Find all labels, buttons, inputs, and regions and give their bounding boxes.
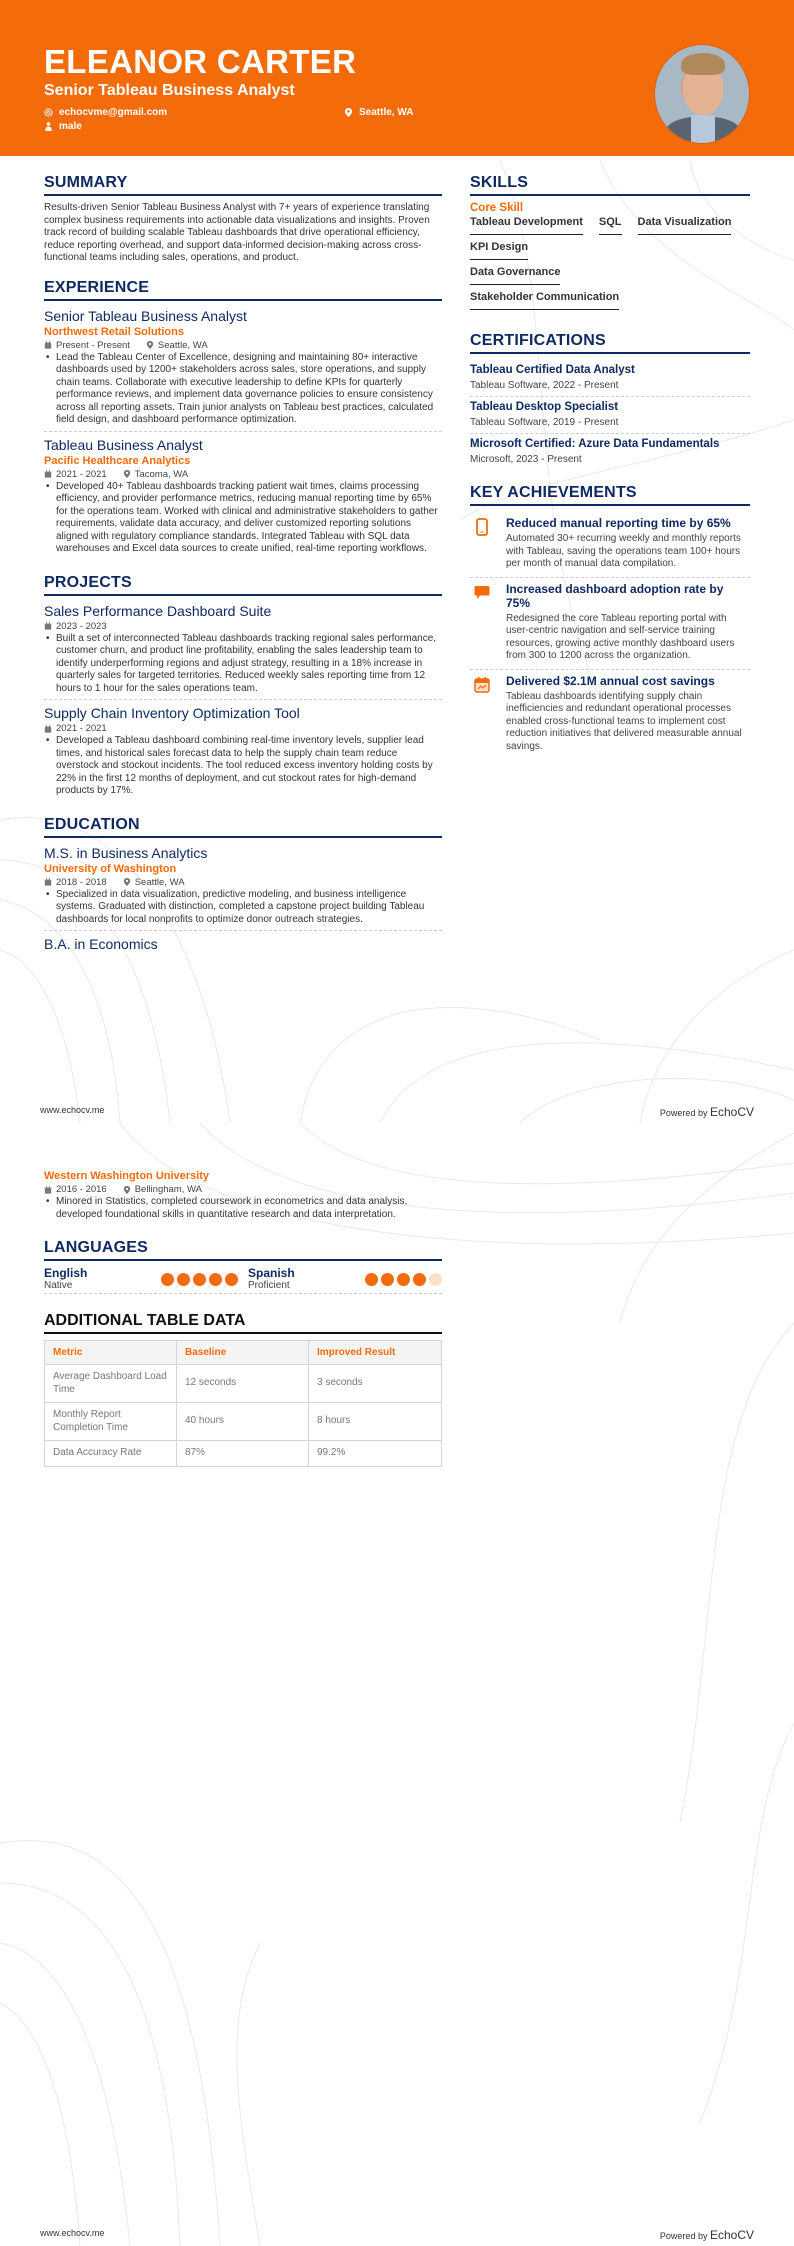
education-description: • Minored in Statistics, completed coursework in econometrics and data analysis, developed foundational skills in quantitative research and data interpretation. bbox=[44, 1196, 442, 1221]
skills-section bbox=[470, 174, 750, 310]
table-cell: 99.2% bbox=[309, 1441, 442, 1467]
calendar-icon bbox=[44, 470, 52, 478]
footer-brand: EchoCV bbox=[709, 1105, 754, 1119]
mobile-phone-icon bbox=[474, 518, 490, 536]
summary-text: Results-driven Senior Tableau Business Analyst with 7+ years of experience translating complex business requirements into actionable data visualizations and insights. Proven track record of building scalable Tableau dashboards that drive operational efficiency, reduce reporting overhead, and support data-informed decision-making across cross-functional teams including sales, operations, and product. bbox=[44, 202, 430, 263]
job-location: Seattle, WA bbox=[157, 339, 208, 351]
candidate-name: ELEANOR CARTER bbox=[44, 43, 357, 80]
skill-tag: Data Governance bbox=[470, 266, 560, 285]
chat-bubble-icon bbox=[474, 584, 490, 602]
project-title: Supply Chain Inventory Optimization Tool bbox=[44, 705, 300, 721]
language-level: Proficient bbox=[248, 1280, 290, 1291]
gender-text: male bbox=[59, 121, 82, 132]
certification-name: Tableau Certified Data Analyst bbox=[470, 364, 635, 376]
education-dates: 2016 - 2016 bbox=[56, 1184, 107, 1195]
project-title: Sales Performance Dashboard Suite bbox=[44, 602, 272, 619]
job-title: Tableau Business Analyst bbox=[44, 436, 203, 453]
education-section bbox=[44, 816, 442, 958]
calendar-icon bbox=[44, 622, 52, 630]
table-row bbox=[45, 1403, 442, 1441]
contact-info bbox=[44, 107, 750, 132]
table-cell: Monthly Report Completion Time bbox=[45, 1403, 177, 1441]
education-location: Seattle, WA bbox=[134, 876, 185, 888]
left-column bbox=[44, 174, 442, 971]
project-item bbox=[44, 704, 442, 802]
project-dates: 2023 - 2023 bbox=[56, 620, 107, 632]
company-name: Pacific Healthcare Analytics bbox=[44, 454, 191, 467]
calendar-icon bbox=[44, 1186, 52, 1194]
education-continued bbox=[44, 1169, 442, 1221]
avatar bbox=[654, 44, 750, 144]
footer-website-link[interactable]: www.echocv.me bbox=[40, 1105, 105, 1115]
job-description: • Developed 40+ Tableau dashboards tracking patient wait times, claims processing efficiency, and provider performance metrics, reducing manual reporting time by 65% for the operations team. Worked with clinical and administrative stakeholders to gather requirements, validate data accuracy, and deliver customized reporting solutions aligned with regulatory compliance standards. Integrated Tableau with SQL data warehouses and Excel data sources to create unified, real-time reporting workflows. bbox=[44, 481, 442, 556]
calendar-icon bbox=[44, 341, 52, 349]
education-dates: 2018 - 2018 bbox=[56, 876, 107, 888]
language-level: Native bbox=[44, 1280, 73, 1291]
certification-name: Tableau Desktop Specialist bbox=[470, 401, 619, 413]
table-row bbox=[45, 1365, 442, 1403]
job-title: Senior Tableau Business Analyst bbox=[44, 307, 247, 324]
skills-list bbox=[470, 216, 750, 310]
right-column bbox=[470, 174, 750, 971]
education-location: Bellingham, WA bbox=[134, 1184, 202, 1195]
footer-website-link[interactable]: www.echocv.me bbox=[40, 2228, 105, 2238]
job-dates: 2021 - 2021 bbox=[56, 468, 107, 480]
job-dates: Present - Present bbox=[56, 339, 130, 351]
certification-issuer: Microsoft, 2023 - Present bbox=[470, 454, 582, 465]
project-dates: 2021 - 2021 bbox=[56, 723, 107, 734]
calendar-chart-icon bbox=[474, 676, 490, 694]
certification-item bbox=[470, 397, 750, 434]
candidate-title: Senior Tableau Business Analyst bbox=[44, 82, 295, 99]
achievement-title: Delivered $2.1M annual cost savings bbox=[506, 673, 715, 688]
achievement-item bbox=[470, 670, 750, 760]
skill-category: Core Skill bbox=[470, 202, 524, 214]
skill-tag: Stakeholder Communication bbox=[470, 291, 619, 310]
summary-section bbox=[44, 174, 442, 265]
degree-title: M.S. in Business Analytics bbox=[44, 844, 208, 861]
language-item bbox=[44, 1267, 238, 1291]
table-header: Metric bbox=[45, 1341, 177, 1365]
job-description: • Lead the Tableau Center of Excellence, designing and maintaining 80+ interactive dashboards used by 1200+ stakeholders across sales, store operations, and supply chain teams. Collaborate with executive leadership to define KPIs for quarterly performance reviews, and implement data governance policies to ensure consistency across all reporting assets. Train junior analysts on Tableau best practices, calculated field design, and dashboard performance optimization. bbox=[44, 352, 442, 427]
project-item bbox=[44, 602, 442, 701]
achievement-item bbox=[470, 578, 750, 670]
map-pin-icon bbox=[123, 470, 131, 478]
calendar-icon bbox=[44, 878, 52, 886]
map-pin-icon bbox=[344, 108, 353, 117]
skill-tag: KPI Design bbox=[470, 241, 528, 260]
school-name: Western Washington University bbox=[44, 1170, 210, 1182]
education-item bbox=[44, 935, 442, 957]
contact-location bbox=[344, 107, 544, 118]
school-name: University of Washington bbox=[44, 862, 177, 875]
certification-name: Microsoft Certified: Azure Data Fundamentals bbox=[470, 438, 720, 450]
achievement-title: Reduced manual reporting time by 65% bbox=[506, 516, 731, 530]
degree-title: B.A. in Economics bbox=[44, 936, 158, 952]
skill-tag: SQL bbox=[599, 216, 622, 235]
map-pin-icon bbox=[123, 1186, 131, 1194]
section-title-certifications: CERTIFICATIONS bbox=[470, 332, 750, 354]
certification-item bbox=[470, 360, 750, 397]
section-title-languages: LANGUAGES bbox=[44, 1239, 442, 1261]
metrics-table bbox=[44, 1340, 442, 1467]
resume-page-2 bbox=[0, 1123, 794, 2246]
skill-tag: Tableau Development bbox=[470, 216, 583, 235]
location-text: Seattle, WA bbox=[359, 107, 414, 118]
section-title-achievements: KEY ACHIEVEMENTS bbox=[470, 484, 750, 506]
experience-section bbox=[44, 279, 442, 560]
section-title-skills: SKILLS bbox=[470, 174, 750, 196]
footer-powered-by: Powered by bbox=[659, 1108, 708, 1118]
certification-issuer: Tableau Software, 2019 - Present bbox=[470, 417, 619, 428]
achievement-description: Automated 30+ recurring weekly and monthly reports with Tableau, saving the operations team 100+ hours per month of manual data compilation. bbox=[506, 533, 741, 569]
section-title-summary: SUMMARY bbox=[44, 174, 442, 196]
email-text: echocvme@gmail.com bbox=[59, 107, 168, 118]
contact-gender bbox=[44, 121, 344, 132]
table-header: Baseline bbox=[177, 1341, 309, 1365]
table-cell: 87% bbox=[177, 1441, 309, 1467]
map-pin-icon bbox=[123, 878, 131, 886]
language-item bbox=[248, 1267, 442, 1291]
company-name: Northwest Retail Solutions bbox=[44, 325, 184, 338]
certification-item bbox=[470, 434, 750, 470]
education-item bbox=[44, 844, 442, 932]
table-row bbox=[45, 1441, 442, 1467]
section-title-education: EDUCATION bbox=[44, 816, 442, 838]
table-header: Improved Result bbox=[309, 1341, 442, 1365]
projects-section bbox=[44, 574, 442, 802]
achievement-item bbox=[470, 512, 750, 578]
page-footer bbox=[40, 1105, 754, 1119]
language-rating bbox=[161, 1273, 238, 1286]
footer-brand: EchoCV bbox=[709, 2228, 754, 2242]
at-icon bbox=[44, 108, 53, 117]
contact-email[interactable] bbox=[44, 107, 344, 118]
certification-issuer: Tableau Software, 2022 - Present bbox=[470, 380, 619, 391]
experience-item bbox=[44, 307, 442, 432]
achievement-title: Increased dashboard adoption rate by 75% bbox=[506, 581, 724, 610]
language-rating bbox=[365, 1273, 442, 1286]
achievements-section bbox=[470, 484, 750, 759]
section-title-additional-table: ADDITIONAL TABLE DATA bbox=[44, 1312, 442, 1334]
certifications-section bbox=[470, 332, 750, 470]
section-title-experience: EXPERIENCE bbox=[44, 279, 442, 301]
achievement-description: Redesigned the core Tableau reporting portal with user-centric navigation and self-service training resources, growing active monthly dashboard users from 300 to 1200 across the organization. bbox=[506, 612, 735, 661]
job-location: Tacoma, WA bbox=[134, 468, 189, 480]
achievement-description: Tableau dashboards identifying supply chain inefficiencies and redundant operational processes enabled cross-functional teams to implement cost reduction initiatives that delivered measurable annual savings. bbox=[506, 690, 742, 752]
project-description: • Developed a Tableau dashboard combining real-time inventory levels, supplier lead times, and historical sales forecast data to help the supply chain team reduce overstock and stockout incidents. The tool reduced excess inventory holding costs by 22% in the first 12 months of deployment, and cut stockout rates for high-demand products by 17%. bbox=[44, 735, 442, 798]
map-pin-icon bbox=[146, 341, 154, 349]
experience-item bbox=[44, 436, 442, 560]
person-icon bbox=[44, 122, 53, 131]
skill-tag: Data Visualization bbox=[638, 216, 732, 235]
table-cell: Data Accuracy Rate bbox=[45, 1441, 177, 1467]
table-cell: 12 seconds bbox=[177, 1365, 309, 1403]
language-name: English bbox=[44, 1266, 88, 1280]
table-cell: Average Dashboard Load Time bbox=[45, 1365, 177, 1403]
footer-powered-by: Powered by bbox=[659, 2231, 708, 2241]
resume-header bbox=[0, 0, 794, 156]
languages-section bbox=[44, 1239, 442, 1294]
table-cell: 40 hours bbox=[177, 1403, 309, 1441]
calendar-icon bbox=[44, 725, 52, 733]
table-cell: 8 hours bbox=[309, 1403, 442, 1441]
table-cell: 3 seconds bbox=[309, 1365, 442, 1403]
section-title-projects: PROJECTS bbox=[44, 574, 442, 596]
additional-table-section bbox=[44, 1312, 442, 1467]
language-name: Spanish bbox=[248, 1266, 295, 1280]
page-footer bbox=[40, 2228, 754, 2242]
education-description: • Specialized in data visualization, predictive modeling, and business intelligence systems. Graduated with distinction, completed a capstone project building Tableau dashboards for local nonprofits to optimize donor outreach strategies. bbox=[44, 889, 442, 927]
project-description: • Built a set of interconnected Tableau dashboards tracking regional sales performance, customer churn, and product line profitability, enabling the sales leadership team to identify underperforming regions and adjust strategy, resulting in a 18% increase in quarterly sales for targeted territories. Reduced weekly sales reporting time from 12 hours to 1 hour for the sales operations team. bbox=[44, 633, 442, 696]
